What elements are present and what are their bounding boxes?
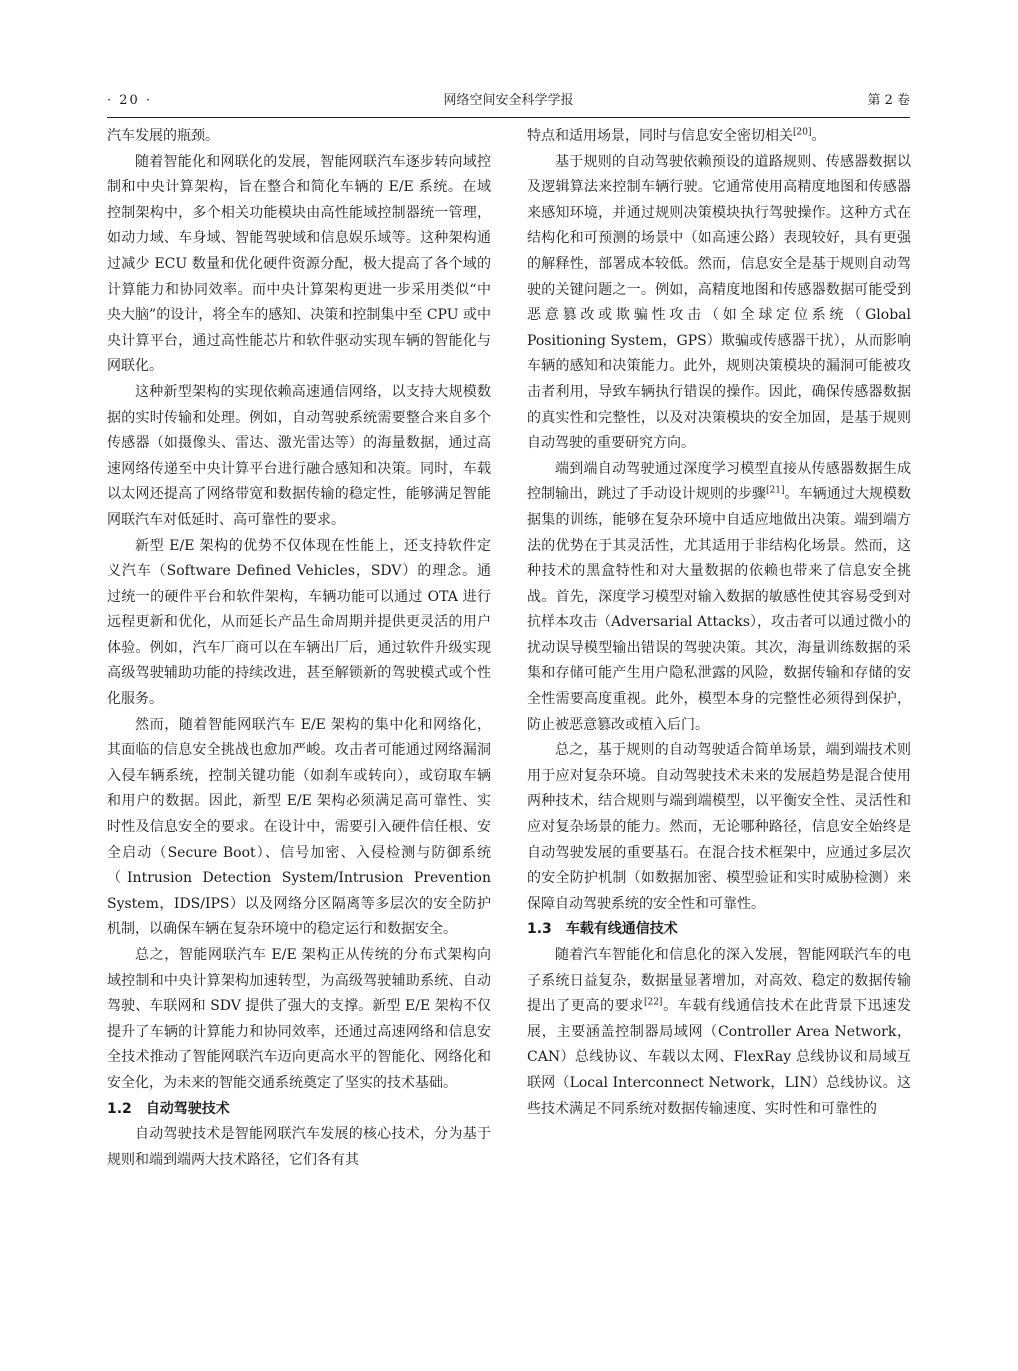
- page-number: · 20 ·: [107, 93, 153, 108]
- header-rule: [107, 117, 910, 118]
- right-column: [527, 124, 911, 1122]
- paragraph-text: 。车辆通过大规模数据集的训练，能够在复杂环境中自适应地做出决策。端到端方法的优势在于其灵活性，尤其适用于非结构化场景。然而，这种技术的黑盒特性和对大量数据的依赖也带来了信息安全挑战。首先，深度学习模型对输入数据的敏感性使其容易受到对抗样本攻击（Adversarial Attacks），攻击者可以通过微小的扰动误导模型输出错误的驾驶决策。其次，海量训练数据的采集和存储可能产生用户隐私泄露的风险，数据传输和存储的安全性需要高度重视。此外，模型本身的完整性必须得到保护，防止被恶意篡改或植入后门。: [527, 486, 912, 733]
- paragraph-text: 端到端自动驾驶通过深度学习模型直接从传感器数据生成控制输出，跳过了手动设计规则的步骤: [527, 460, 911, 503]
- volume-label: 第 2 卷: [867, 93, 910, 108]
- journal-title: 网络空间安全科学学报: [443, 93, 574, 108]
- section-title: 自动驾驶技术: [145, 1100, 230, 1117]
- paragraph: [527, 124, 911, 150]
- paragraph-text: 特点和适用场景，同时与信息安全密切相关: [527, 128, 793, 144]
- citation-ref: [20]: [793, 127, 812, 138]
- citation-ref: [21]: [766, 485, 785, 496]
- section-number: 1.2: [107, 1100, 132, 1117]
- paragraph-text: 。: [811, 128, 826, 144]
- paragraph: 基于规则的自动驾驶依赖预设的道路规则、传感器数据以及逻辑算法来控制车辆行驶。它通常使用高精度地图和传感器来感知环境，并通过规则决策模块执行驾驶操作。这种方式在结构化和可预测的场景中（如高速公路）表现较好，具有更强的解释性，部署成本较低。然而，信息安全是基于规则自动驾驶的关键问题之一。例如，高精度地图和传感器数据可能受到恶意篡改或欺骗性攻击（如全球定位系统（Global Positioning System，GPS）欺骗或传感器干扰），从而影响车辆的感知和决策能力。此外，规则决策模块的漏洞可能被攻击者利用，导致车辆执行错误的操作。因此，确保传感器数据的真实性和完整性，以及对决策模块的安全加固，是基于规则自动驾驶的重要研究方向。: [527, 153, 911, 452]
- paragraph: 自动驾驶技术是智能网联汽车发展的核心技术，分为基于规则和端到端两大技术路径，它们各有其: [107, 1126, 491, 1168]
- section-heading: [107, 1097, 491, 1123]
- left-column: [107, 124, 491, 1173]
- paragraph: 新型 E/E 架构的优势不仅体现在性能上，还支持软件定义汽车（Software Defined Vehicles，SDV）的理念。通过统一的硬件平台和软件架构，车辆功能可以通过 OTA 进行远程更新和优化，从而延长产品生命周期并提供更灵活的用户体验。例如，汽车厂商可以在车辆出厂后，通过软件升级实现高级驾驶辅助功能的持续改进，甚至解锁新的驾驶模式或个性化服务。: [107, 537, 491, 708]
- paragraph-text: 随着汽车智能化和信息化的深入发展，智能网联汽车的电子系统日益复杂，数据量显著增加，对高效、稳定的数据传输提出了更高的要求: [527, 947, 911, 1015]
- running-header: [107, 90, 910, 112]
- paragraph: [527, 943, 911, 1122]
- citation-ref: [22]: [643, 997, 663, 1008]
- section-heading: [527, 917, 911, 943]
- paragraph: 总之，基于规则的自动驾驶适合简单场景，端到端技术则用于应对复杂环境。自动驾驶技术未来的发展趋势是混合使用两种技术，结合规则与端到端模型，以平衡安全性、灵活性和应对复杂场景的能力。然而，无论哪种路径，信息安全始终是自动驾驶发展的重要基石。在混合技术框架中，应通过多层次的安全防护机制（如数据加密、模型验证和实时威胁检测）来保障自动驾驶系统的安全性和可靠性。: [527, 742, 911, 912]
- paragraph: 总之，智能网联汽车 E/E 架构正从传统的分布式架构向域控制和中央计算架构加速转型，为高级驾驶辅助系统、自动驾驶、车联网和 SDV 提供了强大的支撑。新型 E/E 架构不仅提升了车辆的计算能力和协同效率，还通过高速网络和信息安全技术推动了智能网联汽车迈向更高水平的智能化、网络化和安全化，为未来的智能交通系统奠定了坚实的技术基础。: [107, 947, 491, 1091]
- paragraph: 这种新型架构的实现依赖高速通信网络，以支持大规模数据的实时传输和处理。例如，自动驾驶系统需要整合来自多个传感器（如摄像头、雷达、激光雷达等）的海量数据，通过高速网络传递至中央计算平台进行融合感知和决策。同时，车载以太网还提高了网络带宽和数据传输的稳定性，能够满足智能网联汽车对低延时、高可靠性的要求。: [107, 383, 491, 528]
- paragraph: 汽车发展的瓶颈。: [107, 128, 219, 144]
- paragraph: 然而，随着智能网联汽车 E/E 架构的集中化和网络化，其面临的信息安全挑战也愈加严峻。攻击者可能通过网络漏洞入侵车辆系统，控制关键功能（如刹车或转向），或窃取车辆和用户的数据。因此，新型 E/E 架构必须满足高可靠性、实时性及信息安全的要求。在设计中，需要引入硬件信任根、安全启动（Secure Boot）、信号加密、入侵检测与防御系统（Intrusion Detection System/Intrusion Prevention System，IDS/IPS）以及网络分区隔离等多层次的安全防护机制，以确保车辆在复杂环境中的稳定运行和数据安全。: [107, 716, 491, 938]
- section-title: 车载有线通信技术: [565, 921, 678, 938]
- paragraph: 随着智能化和网联化的发展，智能网联汽车逐步转向域控制和中央计算架构，旨在整合和简化车辆的 E/E 系统。在域控制架构中，多个相关功能模块由高性能域控制器统一管理，如动力域、车身域、智能驾驶域和信息娱乐域等。这种架构通过减少 ECU 数量和优化硬件资源分配，极大提高了各个域的计算能力和协同效率。而中央计算架构更进一步采用类似“中央大脑”的设计，将全车的感知、决策和控制集中至 CPU 或中央计算平台，通过高性能芯片和软件驱动实现车辆的智能化与网联化。: [107, 153, 491, 375]
- paragraph-text: 。车载有线通信技术在此背景下迅速发展，主要涵盖控制器局域网（Controller Area Network，CAN）总线协议、车载以太网、FlexRay 总线协议和局域互联网（Local Interconnect Network，LIN）总线协议。这些技术满足不同系统对数据传输速度、实时性和可靠性的: [527, 998, 912, 1117]
- paragraph: [527, 457, 911, 739]
- section-number: 1.3: [527, 921, 552, 938]
